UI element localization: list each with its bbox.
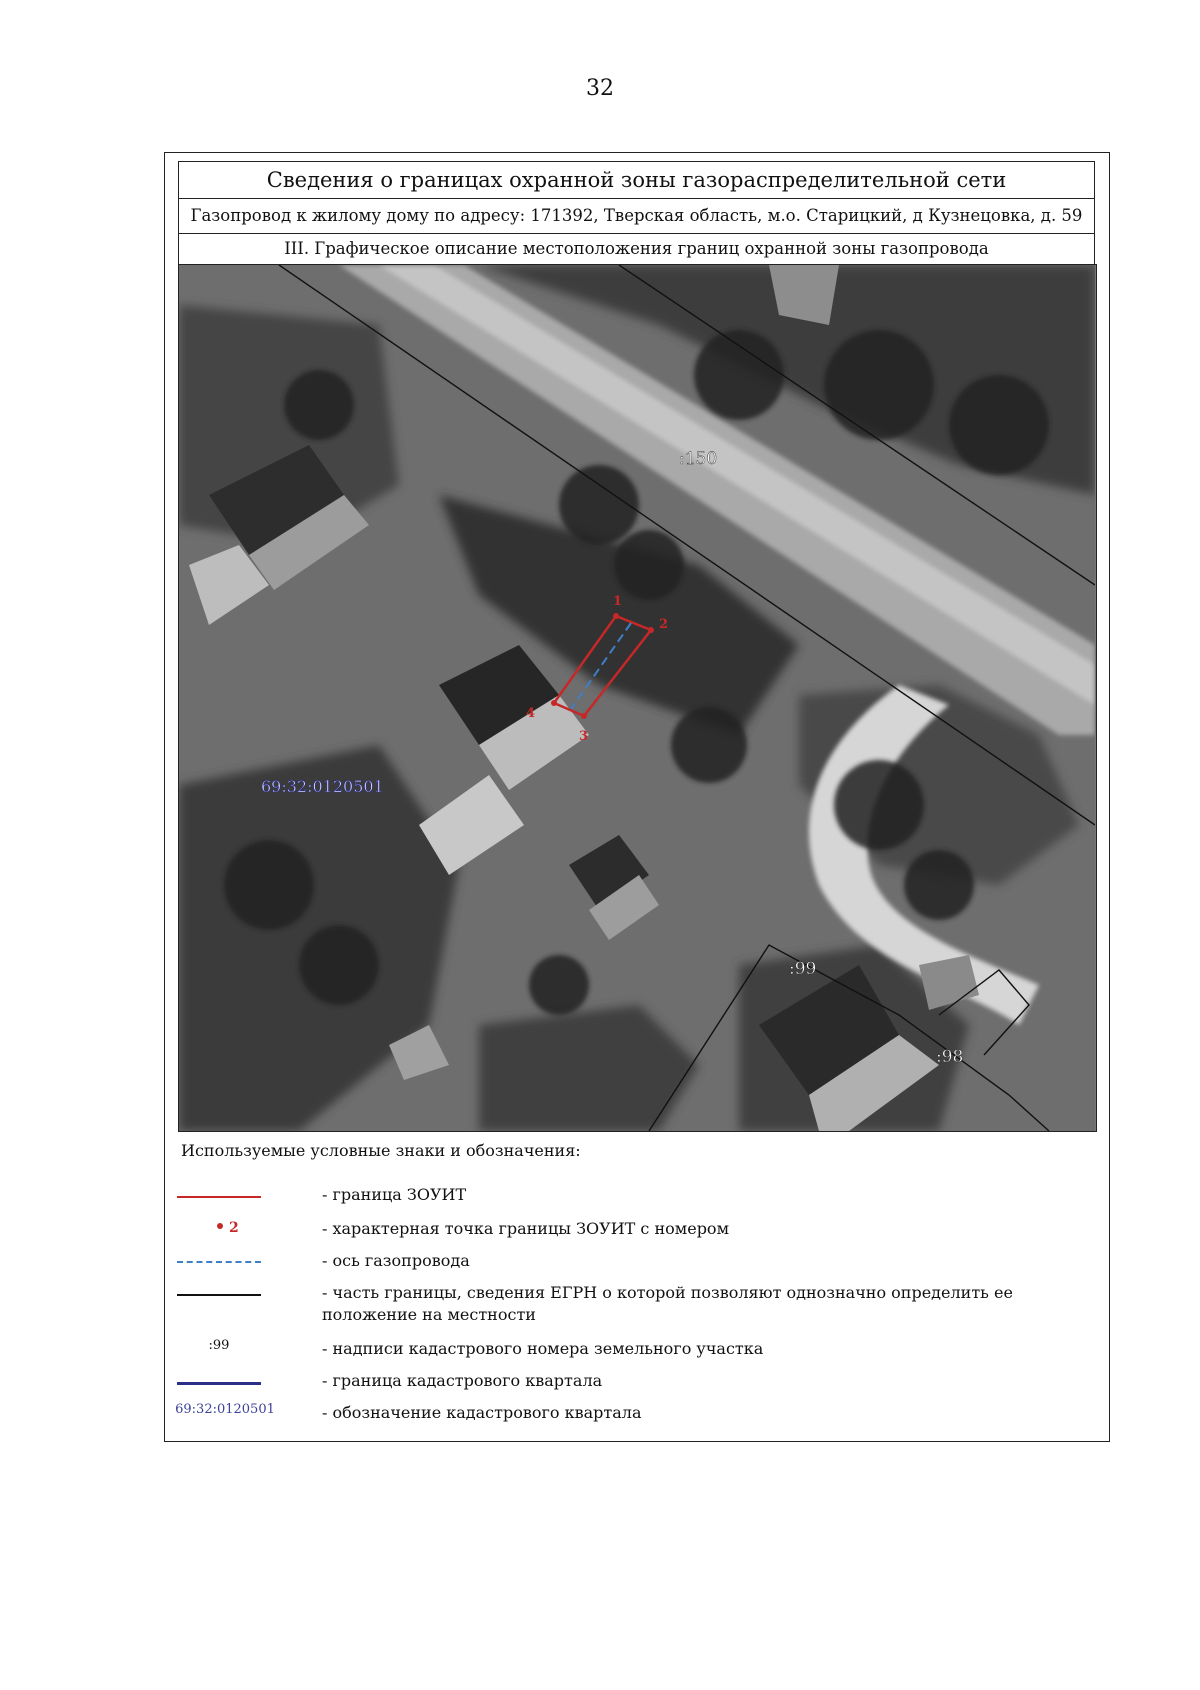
legend-symbol-black-line xyxy=(177,1279,277,1311)
zone-point-1 xyxy=(613,613,619,619)
parcel-label-150: :150 xyxy=(679,449,718,469)
parcel-label-98: :98 xyxy=(936,1047,964,1067)
legend-quarter-label: 69:32:0120501 xyxy=(175,1402,275,1417)
legend-text: - обозначение кадастрового квартала xyxy=(322,1403,642,1422)
legend-item-pipeline-axis xyxy=(165,1247,1105,1279)
legend-item-zone-boundary xyxy=(165,1181,1105,1213)
protection-zone-sheet xyxy=(164,152,1110,1442)
legend-symbol-red-line xyxy=(177,1181,277,1213)
quarter-label: 69:32:0120501 xyxy=(261,777,384,796)
legend-item-parcel-label xyxy=(165,1335,1105,1367)
sheet-title: Сведения о границах охранной зоны газораспределительной сети xyxy=(178,161,1095,199)
legend-symbol-navy-line xyxy=(177,1367,277,1399)
page-number: 32 xyxy=(586,76,614,101)
legend-symbol-quarter-label xyxy=(177,1399,277,1431)
point-label-1: 1 xyxy=(613,594,623,609)
point-label-4: 4 xyxy=(526,706,536,721)
legend-point-number: 2 xyxy=(229,1220,239,1236)
legend-text: - характерная точка границы ЗОУИТ с номером xyxy=(322,1219,730,1238)
zone-point-2 xyxy=(648,627,654,633)
legend-symbol-blue-dash xyxy=(177,1247,277,1279)
legend-text: - надписи кадастрового номера земельного участка xyxy=(322,1339,764,1358)
legend-item-zone-point xyxy=(165,1215,1105,1247)
object-address: Газопровод к жилому дому по адресу: 171392, Тверская область, м.о. Старицкий, д Кузнецовка, д. 59 xyxy=(178,198,1095,234)
map-canvas xyxy=(179,265,1095,1131)
legend-title: Используемые условные знаки и обозначения: xyxy=(181,1141,581,1160)
point-label-3: 3 xyxy=(579,729,589,744)
point-label-2: 2 xyxy=(659,617,669,632)
legend-parcel-label: :99 xyxy=(208,1338,230,1353)
aerial-map[interactable] xyxy=(178,264,1097,1132)
legend-text: - ось газопровода xyxy=(322,1251,470,1270)
zone-point-4 xyxy=(551,700,557,706)
legend-symbol-red-point xyxy=(177,1215,277,1247)
parcel-label-99: :99 xyxy=(789,959,817,979)
zone-point-3 xyxy=(581,713,587,719)
legend-item-quarter-boundary xyxy=(165,1367,1105,1399)
legend-text: - граница кадастрового квартала xyxy=(322,1371,603,1390)
legend-item-egrn-boundary xyxy=(165,1279,1105,1329)
legend-text: - часть границы, сведения ЕГРН о которой позволяют однозначно определить ее положение на местности xyxy=(322,1283,1013,1324)
section-title: III. Графическое описание местоположения границ охранной зоны газопровода xyxy=(178,233,1095,265)
legend-symbol-parcel-label xyxy=(177,1335,277,1367)
legend-item-quarter-label xyxy=(165,1399,1105,1431)
legend-text: - граница ЗОУИТ xyxy=(322,1185,467,1204)
